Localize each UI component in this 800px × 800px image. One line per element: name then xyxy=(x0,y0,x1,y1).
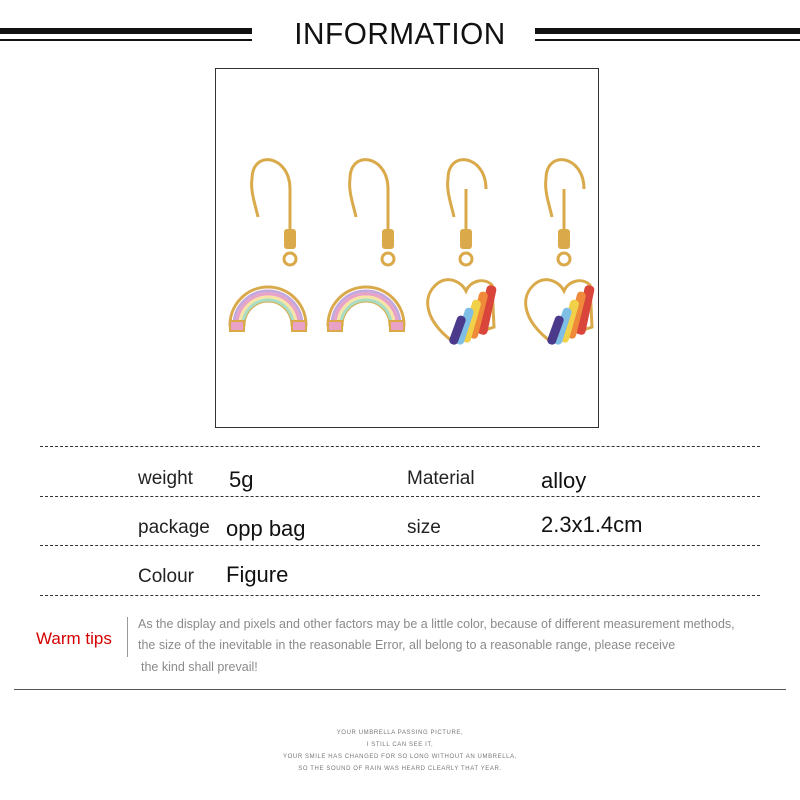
footer-line: YOUR UMBRELLA PASSING PICTURE, xyxy=(336,730,464,736)
spec-divider xyxy=(40,446,760,447)
warm-tips-line: As the display and pixels and other factors may be a little color, because of different measurement methods, xyxy=(138,617,735,631)
heart-earring-icon xyxy=(526,160,595,346)
heart-earring-icon xyxy=(428,160,497,346)
page-title: INFORMATION xyxy=(294,16,506,51)
colour-label: Colour xyxy=(138,566,194,587)
footer-line: I STILL CAN SEE IT, xyxy=(366,742,434,748)
section-divider xyxy=(14,689,786,690)
package-label: package xyxy=(138,517,210,538)
spec-divider xyxy=(40,545,760,546)
colour-value: Figure xyxy=(226,562,289,587)
warm-tips-line: the kind shall prevail! xyxy=(141,660,258,674)
weight-value: 5g xyxy=(229,467,254,492)
warm-tips-label: Warm tips xyxy=(36,629,112,648)
spec-divider xyxy=(40,496,760,497)
size-value: 2.3x1.4cm xyxy=(541,512,643,537)
weight-label: weight xyxy=(138,468,193,489)
rainbow-earring-icon xyxy=(230,160,306,331)
warm-tips-line: the size of the inevitable in the reasonable Error, all belong to a reasonable range, please receive xyxy=(138,638,676,652)
material-value: alloy xyxy=(541,468,587,493)
warm-tips-separator xyxy=(127,617,128,657)
footer-line: YOUR SMILE HAS CHANGED FOR SO LONG WITHOUT AN UMBRELLA, xyxy=(283,754,517,760)
package-value: opp bag xyxy=(226,516,306,541)
rainbow-earring-icon xyxy=(328,160,404,331)
material-label: Material xyxy=(407,468,475,489)
size-label: size xyxy=(407,517,441,538)
footer-line: SO THE SOUND OF RAIN WAS HEARD CLEARLY THAT YEAR. xyxy=(298,766,502,772)
spec-divider xyxy=(40,595,760,596)
product-photo xyxy=(215,68,599,428)
